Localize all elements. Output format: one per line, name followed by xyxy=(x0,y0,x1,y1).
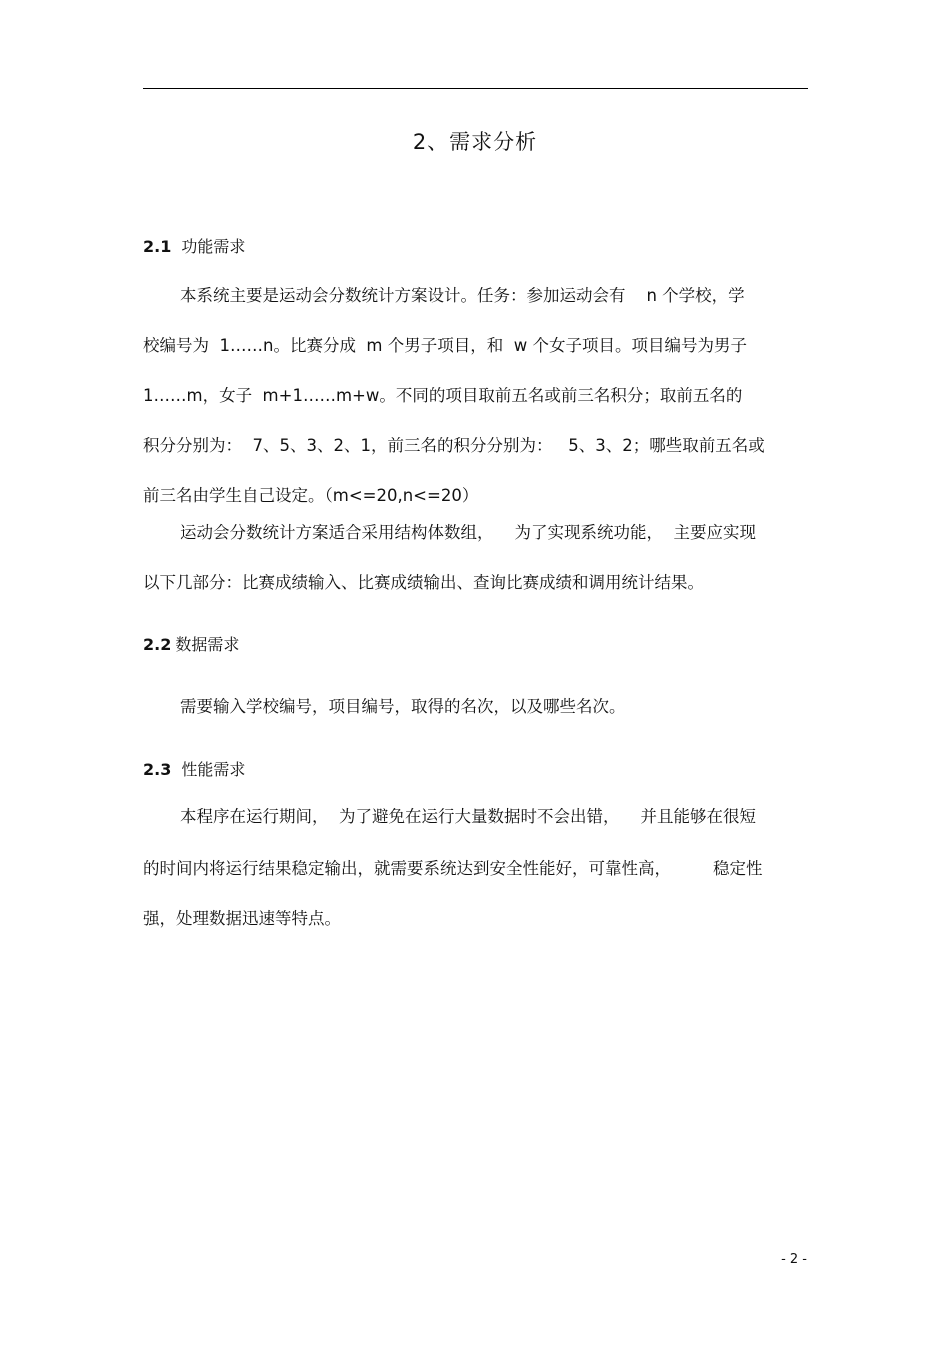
section-heading-2-2 xyxy=(143,632,239,655)
paragraph-line: 校编号为 1……n。比赛分成 m 个男子项目，和 w 个女子项目。项目编号为男子 xyxy=(143,336,747,355)
section-title: 功能需求 xyxy=(181,237,246,256)
section-number: 2.1 xyxy=(143,237,172,256)
paragraph-line: 本程序在运行期间， 为了避免在运行大量数据时不会出错， 并且能够在很短 xyxy=(180,807,756,826)
section-title: 数据需求 xyxy=(175,635,240,654)
chapter-title: 2、需求分析 xyxy=(412,130,538,154)
paragraph-line: 运动会分数统计方案适合采用结构体数组， 为了实现系统功能， 主要应实现 xyxy=(180,523,756,542)
paragraph-line: 以下几部分：比赛成绩输入、比赛成绩输出、查询比赛成绩和调用统计结果。 xyxy=(143,573,704,592)
page-number: - 2 - xyxy=(781,1252,807,1267)
paragraph-line: 本系统主要是运动会分数统计方案设计。任务：参加运动会有 n 个学校，学 xyxy=(180,286,745,305)
section-title: 性能需求 xyxy=(181,760,246,779)
section-number: 2.2 xyxy=(143,635,172,654)
paragraph-line: 需要输入学校编号，项目编号，取得的名次，以及哪些名次。 xyxy=(180,697,626,716)
paragraph-line: 前三名由学生自己设定。（m<=20,n<=20） xyxy=(143,486,479,505)
paragraph-line: 1……m，女子 m+1……m+w。不同的项目取前五名或前三名积分；取前五名的 xyxy=(143,386,743,405)
section-number: 2.3 xyxy=(143,760,172,779)
section-heading-2-3 xyxy=(143,757,245,780)
paragraph-line: 积分分别为： 7、5、3、2、1，前三名的积分分别为： 5、3、2；哪些取前五名或 xyxy=(143,436,765,455)
paragraph-line: 强，处理数据迅速等特点。 xyxy=(143,909,341,928)
header-rule xyxy=(143,88,808,89)
paragraph-line: 的时间内将运行结果稳定输出，就需要系统达到安全性能好，可靠性高， 稳定性 xyxy=(143,859,763,878)
section-heading-2-1 xyxy=(143,234,245,257)
